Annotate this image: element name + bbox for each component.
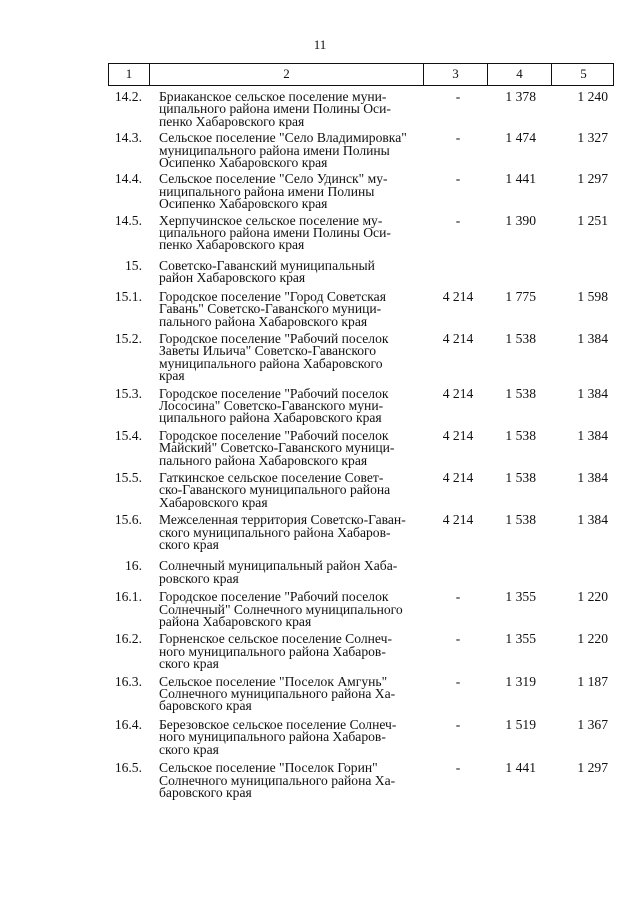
- row-name: Солнечный муниципальный район Хаба- ровского края: [159, 558, 398, 586]
- header-col-1: 1: [125, 66, 133, 81]
- table-row: [108, 514, 614, 551]
- row-name: Межселенная территория Советско-Гаван- ского муниципального района Хабаров- ского края: [159, 512, 406, 552]
- row-name: Бриаканское сельское поселение муни- ципального района имени Полины Оси- пенко Хабаровского края: [159, 89, 391, 129]
- row-name: Советско-Гаванский муниципальный район Хабаровского края: [159, 257, 375, 286]
- table-row: [108, 288, 614, 329]
- table-header-row: [108, 63, 614, 86]
- table-row: [108, 633, 614, 670]
- row-col-3: 4 214: [442, 469, 474, 485]
- row-name: Херпучинское сельское поселение му- ципального района имени Полины Оси- пенко Хабаровского края: [159, 212, 391, 253]
- row-col-5: 1 187: [577, 673, 608, 689]
- row-col-5: [550, 560, 614, 585]
- row-col-4: [486, 560, 550, 585]
- row-number: 16.2.: [114, 631, 142, 647]
- row-col-5: 1 297: [577, 171, 608, 187]
- header-col-5: 5: [551, 64, 615, 85]
- row-col-5: 1 384: [577, 469, 608, 485]
- row-col-4: 1 538: [505, 330, 536, 346]
- row-col-3: 4 214: [442, 512, 474, 528]
- row-col-3: 4 214: [442, 330, 474, 346]
- row-name: Березовское сельское поселение Солнеч- ного муниципального района Хабаров- ского края: [159, 716, 397, 757]
- row-name: Городское поселение "Рабочий поселок Заветы Ильича" Советско-Гаванского муниципального района Хабаровского края: [159, 330, 389, 384]
- row-col-4: 1 319: [505, 673, 536, 689]
- row-col-3: -: [455, 212, 461, 228]
- row-name: Городское поселение "Город Советская Гавань" Советско-Гаванского муници- пального района Хабаровского края: [159, 288, 386, 329]
- table-row: [108, 330, 614, 384]
- row-name: Сельское поселение "Село Удинск" му- ниципального района имени Полины Осипенко Хабаровского края: [159, 171, 388, 212]
- row-col-5: [550, 260, 614, 285]
- row-col-5: 1 384: [577, 385, 608, 401]
- row-col-4: 1 519: [505, 716, 536, 732]
- table-row: [108, 257, 614, 286]
- table-body: [108, 91, 614, 799]
- row-number: 15.2.: [114, 330, 142, 346]
- row-number: 14.2.: [114, 89, 142, 104]
- row-col-3: [422, 260, 486, 285]
- row-col-5: 1 384: [577, 427, 608, 443]
- header-col-2: 2: [149, 64, 423, 85]
- row-number: 15.6.: [114, 512, 142, 528]
- row-col-5: 1 240: [577, 89, 608, 104]
- row-name: Сельское поселение "Поселок Амгунь" Солнечного муниципального района Ха- баровского края: [159, 673, 396, 714]
- row-name: Горненское сельское поселение Солнеч- ного муниципального района Хабаров- ского края: [159, 631, 392, 672]
- row-number: 14.5.: [114, 212, 142, 228]
- page-number: 11: [313, 37, 327, 52]
- row-col-4: 1 474: [505, 130, 536, 146]
- row-col-5: 1 251: [577, 212, 608, 228]
- row-number: 15.5.: [114, 469, 142, 485]
- row-col-4: 1 390: [505, 212, 536, 228]
- row-col-3: [422, 560, 486, 585]
- row-col-3: 4 214: [442, 427, 474, 443]
- row-col-5: 1 384: [577, 330, 608, 346]
- table-row: [108, 673, 614, 714]
- table-row: [108, 762, 614, 799]
- row-name: Сельское поселение "Поселок Горин" Солнечного муниципального района Ха- баровского края: [159, 760, 396, 800]
- row-col-4: 1 538: [505, 385, 536, 401]
- row-col-3: -: [455, 89, 461, 104]
- table-row: [108, 469, 614, 510]
- row-col-4: 1 538: [505, 469, 536, 485]
- row-name: Городское поселение "Рабочий поселок Солнечный" Солнечного муниципального района Хабаровского края: [159, 589, 403, 630]
- row-col-3: -: [455, 631, 461, 647]
- table-row: [108, 132, 614, 169]
- row-col-3: -: [455, 673, 461, 689]
- row-col-4: 1 538: [505, 427, 536, 443]
- row-name: Гаткинское сельское поселение Совет- ско-Гаванского муниципального района Хабаровского края: [159, 469, 391, 510]
- row-col-4: 1 775: [505, 288, 536, 304]
- row-col-4: 1 355: [505, 631, 536, 647]
- row-col-3: -: [455, 171, 461, 187]
- row-col-5: 1 220: [577, 589, 608, 605]
- row-col-3: -: [455, 589, 461, 605]
- table-row: [108, 91, 614, 128]
- row-name: Городское поселение "Рабочий поселок Майский" Советско-Гаванского муници- пального района Хабаровского края: [159, 427, 395, 468]
- row-col-5: 1 220: [577, 631, 608, 647]
- row-number: 16.3.: [114, 673, 142, 689]
- row-name: Сельское поселение "Село Владимировка" муниципального района имени Полины Осипенко Хабаровского края: [159, 130, 407, 171]
- row-col-5: 1 598: [577, 288, 608, 304]
- table-row: [108, 427, 614, 468]
- table-row: [108, 385, 614, 426]
- row-col-3: -: [455, 130, 461, 146]
- row-col-5: 1 297: [577, 760, 608, 776]
- row-col-4: 1 378: [505, 89, 536, 104]
- row-number: 14.4.: [114, 171, 142, 187]
- row-name: Городское поселение "Рабочий поселок Лососина" Советско-Гаванского муни- ципального района Хабаровского края: [159, 385, 389, 426]
- row-number: 16.5.: [114, 760, 142, 776]
- row-col-3: 4 214: [442, 288, 474, 304]
- row-number: 14.3.: [114, 130, 142, 146]
- row-col-4: [486, 260, 550, 285]
- row-number: 15.1.: [114, 288, 142, 304]
- row-number: 15.3.: [114, 385, 142, 401]
- row-col-3: -: [455, 716, 461, 732]
- table-row: [108, 560, 614, 585]
- row-number: 15.: [125, 257, 142, 273]
- header-col-4: 4: [487, 64, 551, 85]
- row-col-3: 4 214: [442, 385, 474, 401]
- row-col-4: 1 441: [505, 760, 536, 776]
- table-row: [108, 212, 614, 253]
- table-row: [108, 173, 614, 210]
- row-number: 16.: [125, 558, 142, 574]
- row-col-4: 1 355: [505, 589, 536, 605]
- table-row: [108, 716, 614, 757]
- row-number: 15.4.: [114, 427, 142, 443]
- row-col-3: -: [455, 760, 461, 776]
- row-number: 16.1.: [114, 589, 142, 605]
- table-row: [108, 591, 614, 628]
- row-col-5: 1 327: [577, 130, 608, 146]
- header-col-3: 3: [423, 64, 487, 85]
- row-number: 16.4.: [114, 716, 142, 732]
- settlements-table: [108, 63, 614, 799]
- row-col-4: 1 538: [505, 512, 536, 528]
- row-col-4: 1 441: [505, 171, 536, 187]
- row-col-5: 1 367: [577, 716, 608, 732]
- row-col-5: 1 384: [577, 512, 608, 528]
